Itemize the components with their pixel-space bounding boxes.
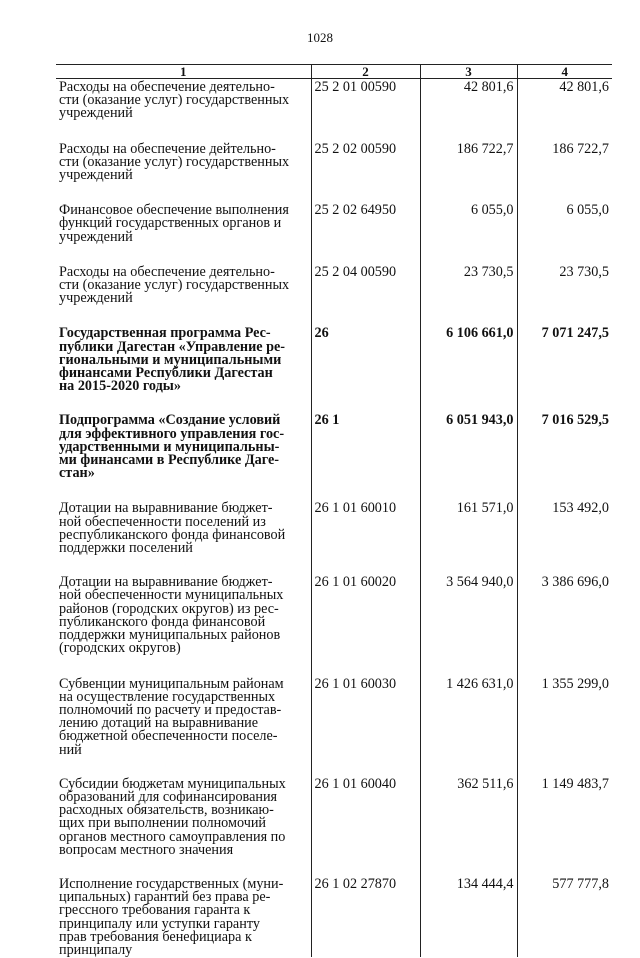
row-name-line: на осуществление государственных [59,688,276,705]
table-body [56,79,612,958]
row-name-line: грессного требования гаранта к [59,902,251,919]
row-name-line: функций государственных органов и [59,215,282,232]
row-name-line: вопросам местного значения [59,841,234,858]
row-name-line: учреждений [59,228,133,245]
row-name [56,79,311,141]
row-name-line: лению дотаций на выравнивание [59,715,259,732]
row-name-line: гиональными и муниципальными [59,351,282,368]
row-name-line: ний [59,741,82,758]
row-name-line: принципалу или уступки гаранту [59,915,260,932]
row-name-line: образований для софинансирования [59,788,278,805]
row-value-col4: 7 016 529,5 [517,412,612,500]
budget-table [56,64,612,957]
row-name [56,412,311,500]
row-name-line: ной обеспеченности поселений из [59,513,266,530]
row-name-line: сти (оказание услуг) государственных [59,277,290,294]
row-name-line: сти (оказание услуг) государственных [59,92,290,109]
column-header-1: 1 [56,65,311,79]
row-name-line: расходных обязательств, возникаю- [59,802,274,819]
row-name [56,574,311,675]
row-name-line: (городских округов) [59,640,181,657]
row-name-line: поддержки муниципальных районов [59,627,281,644]
row-value-col3: 23 730,5 [420,264,517,326]
row-name-line: Расходы на обеспечение деятельно- [59,79,275,95]
row-name-line: бюджетной обеспеченности поселе- [59,728,278,745]
row-name-line: публики Дагестан «Управление ре- [59,338,286,355]
row-name-line: Государственная программа Рес- [59,325,271,342]
column-header-2: 2 [311,65,420,79]
row-name-line: полномочий по расчету и предостав- [59,701,282,718]
row-code: 26 1 01 60030 [311,676,420,776]
table-row [56,500,612,574]
row-code: 26 1 02 27870 [311,876,420,957]
row-value-col3: 134 444,4 [420,876,517,957]
row-value-col4: 42 801,6 [517,79,612,141]
row-value-col4: 7 071 247,5 [517,325,612,412]
row-code: 25 2 01 00590 [311,79,420,141]
row-name-line: Подпрограмма «Создание условий [59,412,281,429]
row-name-line: республиканского фонда финансовой [59,526,286,543]
table-row [56,325,612,412]
column-header-4: 4 [517,65,612,79]
row-value-col4: 1 149 483,7 [517,776,612,876]
row-name [56,141,311,203]
row-name [56,776,311,876]
row-name [56,264,311,326]
table-row [56,676,612,776]
row-code: 26 1 01 60040 [311,776,420,876]
row-name-line: органов местного самоуправления по [59,828,286,845]
row-code: 25 2 04 00590 [311,264,420,326]
row-name-line: учреждений [59,167,133,184]
row-name-line: финансами Республики Дагестан [59,365,273,382]
row-name [56,676,311,776]
row-code: 25 2 02 00590 [311,141,420,203]
row-name [56,325,311,412]
row-name-line: Финансовое обеспечение выполнения [59,202,289,219]
row-code: 26 1 01 60020 [311,574,420,675]
row-name-line: Дотации на выравнивание бюджет- [59,574,273,591]
row-name-line: Исполнение государственных (муни- [59,875,284,892]
table-row [56,776,612,876]
row-value-col3: 3 564 940,0 [420,574,517,675]
row-name-line: ципальных) гарантий без права ре- [59,889,271,906]
table-row [56,79,612,141]
row-value-col3: 6 055,0 [420,202,517,264]
table-row [56,202,612,264]
row-name-line: публиканского фонда финансовой [59,613,266,630]
row-name-line: Субсидии бюджетам муниципальных [59,775,286,792]
row-name-line: Расходы на обеспечение дейтельно- [59,140,276,157]
row-name-line: Субвенции муниципальным районам [59,675,284,692]
row-value-col3: 42 801,6 [420,79,517,141]
row-name [56,500,311,574]
row-value-col4: 3 386 696,0 [517,574,612,675]
row-name [56,876,311,957]
table-row [56,141,612,203]
row-value-col4: 153 492,0 [517,500,612,574]
row-name-line: ударственными и муниципальны- [59,438,280,455]
page-number: 1028 [307,30,333,45]
row-value-col3: 186 722,7 [420,141,517,203]
row-name-line: стан» [59,465,95,482]
row-value-col4: 6 055,0 [517,202,612,264]
row-name-line: на 2015-2020 годы» [59,378,181,395]
row-name-line: принципалу [59,941,133,958]
row-value-col4: 186 722,7 [517,141,612,203]
row-code: 26 1 01 60010 [311,500,420,574]
table-row [56,876,612,957]
row-value-col3: 1 426 631,0 [420,676,517,776]
row-code: 25 2 02 64950 [311,202,420,264]
table-row [56,412,612,500]
table-row [56,264,612,326]
row-value-col4: 577 777,8 [517,876,612,957]
column-header-3: 3 [420,65,517,79]
row-name-line: прав требования бенефициара к [59,928,252,945]
row-name-line: учреждений [59,105,133,122]
table-header-row [56,65,612,79]
row-value-col3: 362 511,6 [420,776,517,876]
row-name-line: Расходы на обеспечение деятельно- [59,263,275,280]
row-name [56,202,311,264]
row-name-line: учреждений [59,290,133,307]
row-name-line: поддержки поселений [59,540,193,557]
table-row [56,574,612,675]
row-name-line: ной обеспеченности муниципальных [59,587,284,604]
row-name-line: Дотации на выравнивание бюджет- [59,500,273,517]
row-name-line: сти (оказание услуг) государственных [59,153,290,170]
row-value-col3: 161 571,0 [420,500,517,574]
row-code: 26 [311,325,420,412]
row-value-col3: 6 051 943,0 [420,412,517,500]
row-value-col4: 23 730,5 [517,264,612,326]
row-name-line: для эффективного управления гос- [59,425,285,442]
row-value-col3: 6 106 661,0 [420,325,517,412]
row-value-col4: 1 355 299,0 [517,676,612,776]
row-name-line: районов (городских округов) из рес- [59,600,279,617]
row-name-line: щих при выполнении полномочий [59,815,267,832]
row-code: 26 1 [311,412,420,500]
row-name-line: ми финансами в Республике Даге- [59,452,279,469]
